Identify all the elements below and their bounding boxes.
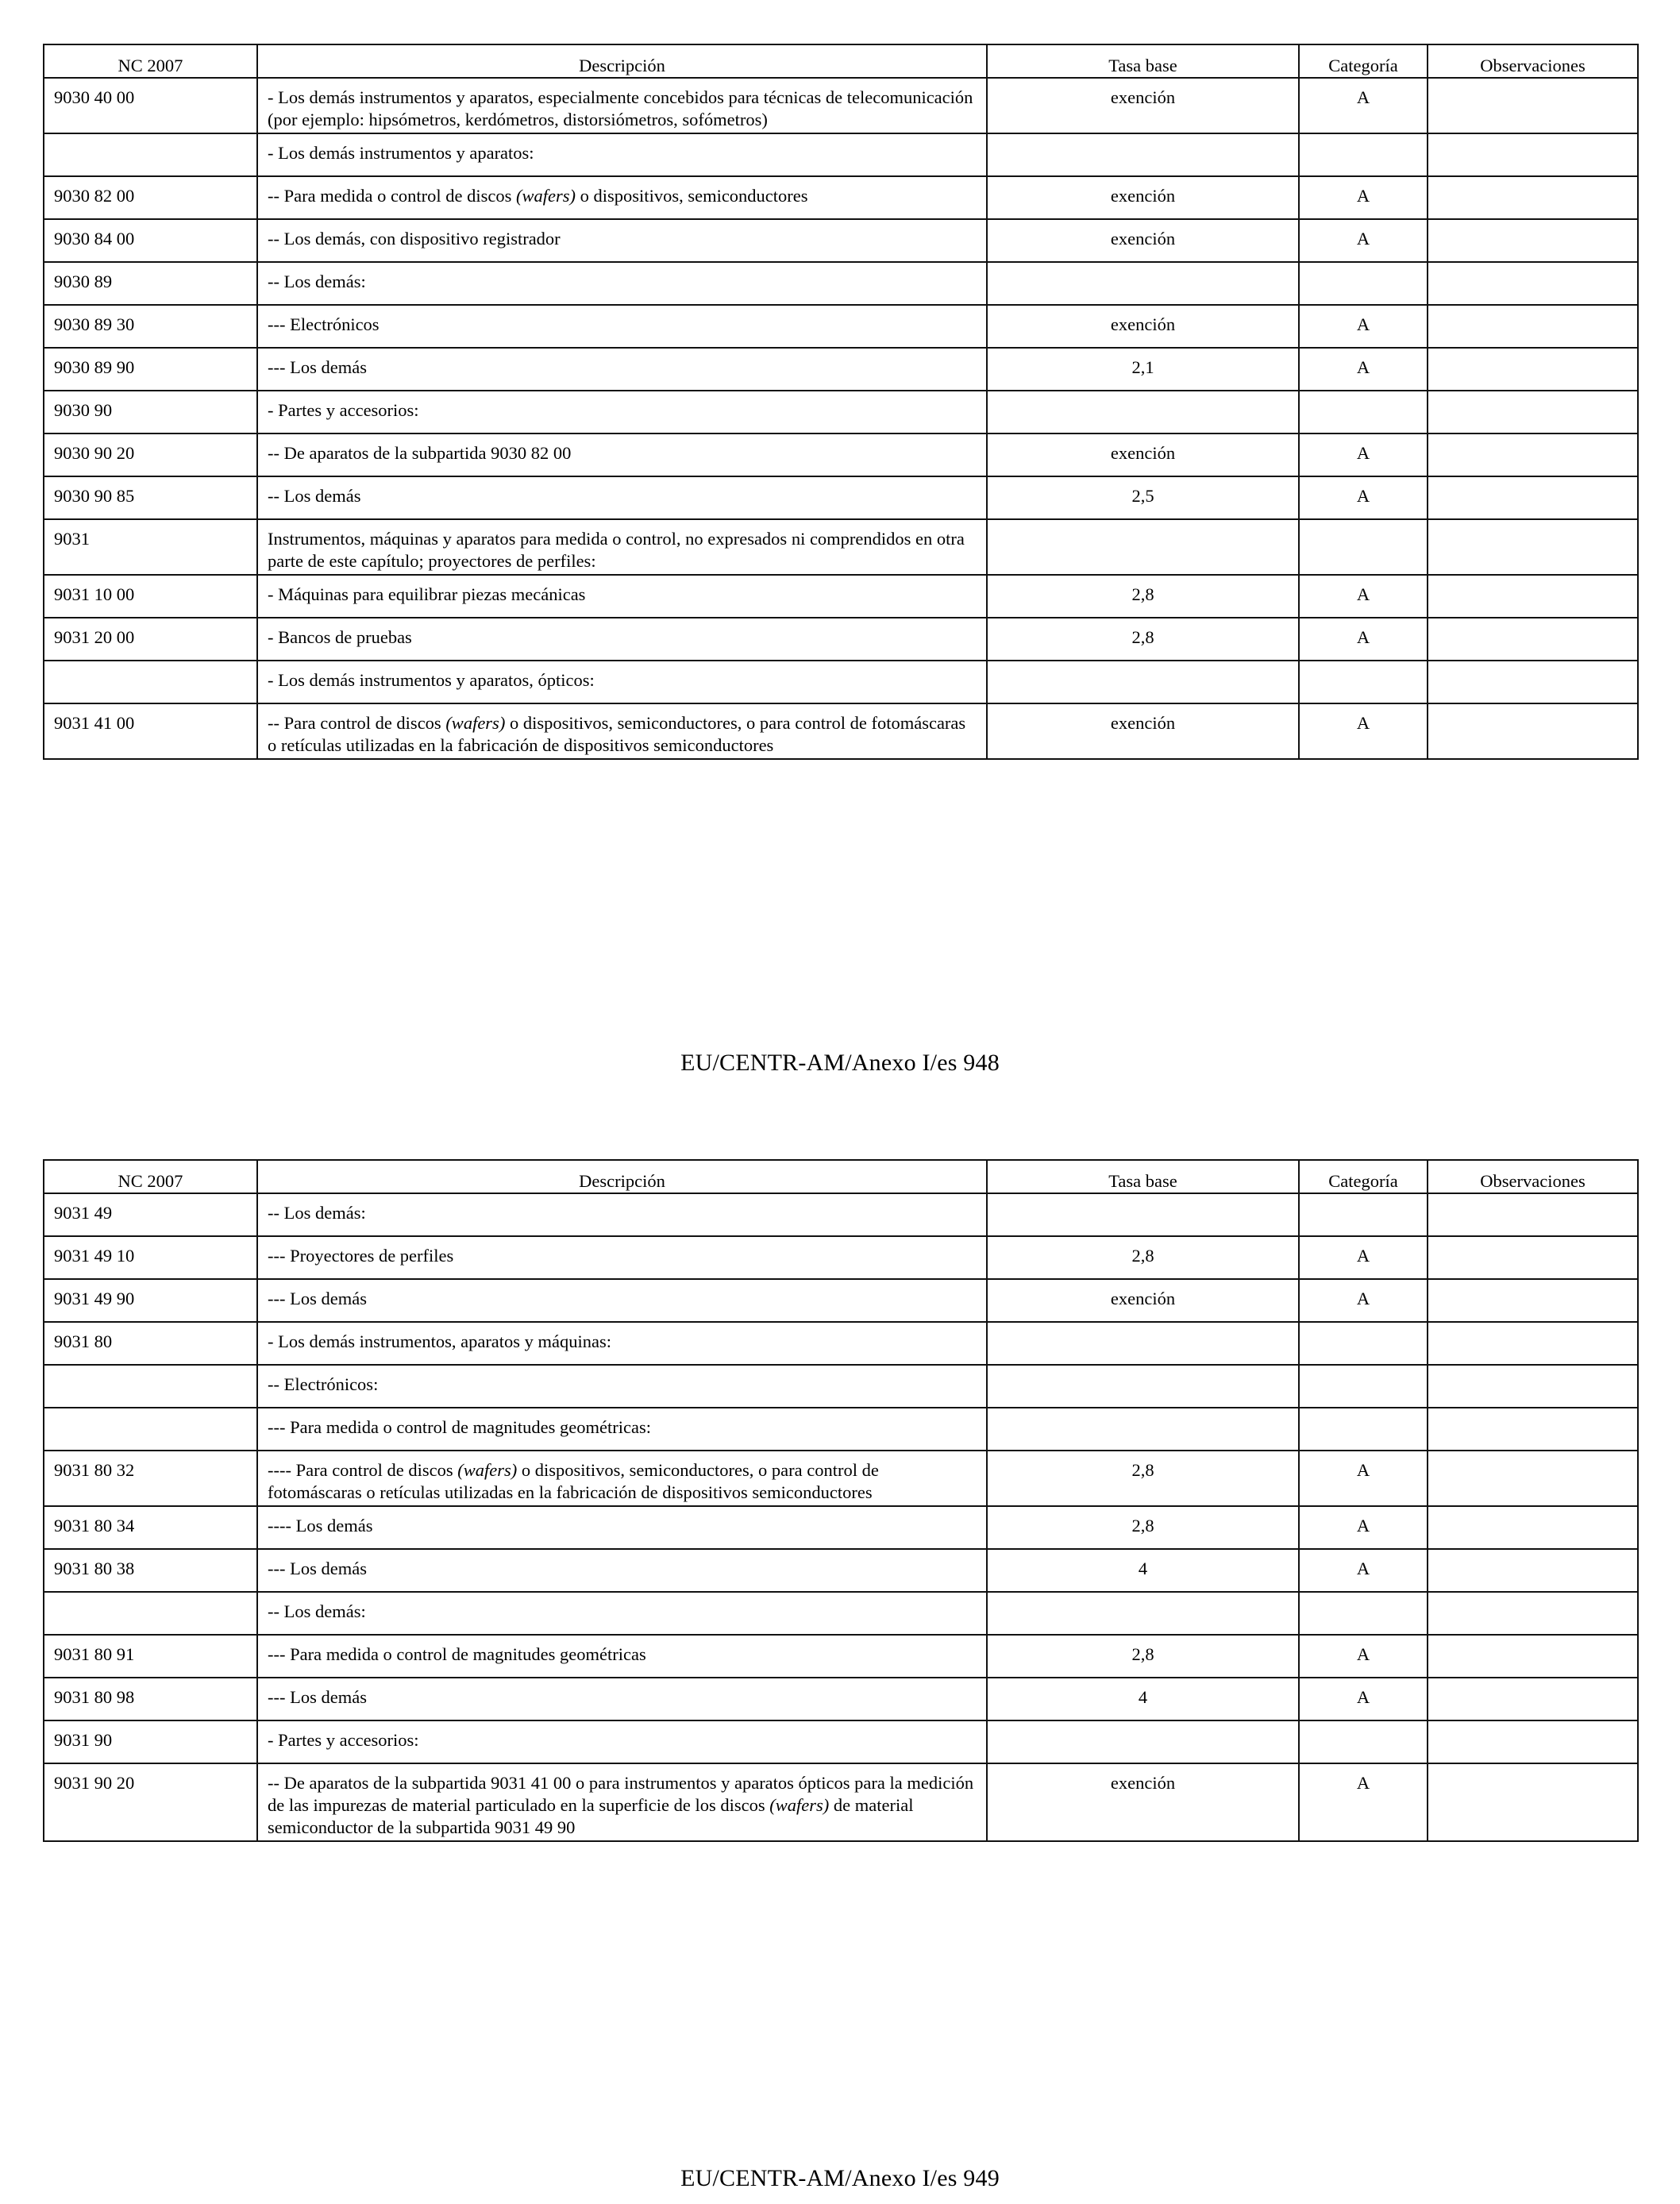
table-row [44, 476, 1638, 519]
cell-nc-code: 9031 [44, 519, 257, 575]
cell-categoria [1299, 133, 1428, 176]
cell-tasa-base: 2,8 [987, 1635, 1299, 1678]
table-row [44, 575, 1638, 618]
header-categoria: Categoría [1299, 1160, 1428, 1193]
cell-nc-code: 9030 84 00 [44, 219, 257, 262]
header-categoria: Categoría [1299, 44, 1428, 78]
cell-tasa-base: exención [987, 305, 1299, 348]
cell-observaciones [1428, 1451, 1638, 1506]
tariff-table-page-948 [43, 44, 1637, 760]
table-row [44, 176, 1638, 219]
cell-observaciones [1428, 618, 1638, 661]
cell-tasa-base [987, 1365, 1299, 1408]
cell-description: --- Para medida o control de magnitudes geométricas [257, 1635, 987, 1678]
cell-categoria [1299, 661, 1428, 703]
cell-observaciones [1428, 661, 1638, 703]
table-body [44, 78, 1638, 759]
header-nc-2007: NC 2007 [44, 44, 257, 78]
cell-description: -- Para medida o control de discos (wafers) o dispositivos, semiconductores [257, 176, 987, 219]
cell-observaciones [1428, 305, 1638, 348]
cell-description: - Máquinas para equilibrar piezas mecánicas [257, 575, 987, 618]
cell-categoria: A [1299, 1763, 1428, 1841]
page-footer: EU/CENTR-AM/Anexo I/es 949 [680, 2165, 1000, 2191]
cell-categoria: A [1299, 348, 1428, 391]
cell-observaciones [1428, 1193, 1638, 1236]
cell-nc-code: 9030 90 20 [44, 433, 257, 476]
cell-nc-code: 9030 90 [44, 391, 257, 433]
cell-tasa-base: exención [987, 176, 1299, 219]
cell-description: -- De aparatos de la subpartida 9030 82 00 [257, 433, 987, 476]
cell-tasa-base: 2,8 [987, 618, 1299, 661]
cell-tasa-base: 4 [987, 1549, 1299, 1592]
cell-observaciones [1428, 262, 1638, 305]
cell-categoria [1299, 1720, 1428, 1763]
cell-nc-code: 9030 89 [44, 262, 257, 305]
cell-description: --- Los demás [257, 1279, 987, 1322]
cell-nc-code: 9030 40 00 [44, 78, 257, 133]
cell-tasa-base: exención [987, 219, 1299, 262]
cell-nc-code [44, 1408, 257, 1451]
table-row [44, 1635, 1638, 1678]
table-row [44, 1592, 1638, 1635]
cell-description: - Los demás instrumentos y aparatos, especialmente concebidos para técnicas de telecomunicación (por ejemplo: hipsómetros, kerdómetros, distorsiómetros, sofómetros) [257, 78, 987, 133]
cell-description: --- Electrónicos [257, 305, 987, 348]
cell-description: --- Los demás [257, 348, 987, 391]
table-row [44, 661, 1638, 703]
cell-observaciones [1428, 575, 1638, 618]
cell-tasa-base: 2,8 [987, 1506, 1299, 1549]
cell-nc-code: 9031 20 00 [44, 618, 257, 661]
cell-tasa-base: 2,8 [987, 1451, 1299, 1506]
table-row [44, 703, 1638, 759]
cell-categoria: A [1299, 1451, 1428, 1506]
cell-observaciones [1428, 1635, 1638, 1678]
table-row [44, 1322, 1638, 1365]
cell-description: -- Para control de discos (wafers) o dispositivos, semiconductores, o para control de fotomáscaras o retículas utilizadas en la fabricación de dispositivos semiconductores [257, 703, 987, 759]
cell-description: -- Los demás: [257, 1592, 987, 1635]
cell-description: - Los demás instrumentos y aparatos, ópticos: [257, 661, 987, 703]
cell-tasa-base [987, 133, 1299, 176]
cell-description: --- Los demás [257, 1678, 987, 1720]
cell-nc-code [44, 1592, 257, 1635]
tariff-table [43, 44, 1639, 760]
cell-nc-code: 9031 10 00 [44, 575, 257, 618]
table-row [44, 1506, 1638, 1549]
table-row [44, 1720, 1638, 1763]
cell-categoria: A [1299, 575, 1428, 618]
header-observaciones: Observaciones [1428, 1160, 1638, 1193]
cell-tasa-base [987, 661, 1299, 703]
cell-description: Instrumentos, máquinas y aparatos para medida o control, no expresados ni comprendidos en otra parte de este capítulo; proyectores de perfiles: [257, 519, 987, 575]
cell-description: - Partes y accesorios: [257, 391, 987, 433]
table-row [44, 305, 1638, 348]
table-row [44, 618, 1638, 661]
header-observaciones: Observaciones [1428, 44, 1638, 78]
cell-description: - Los demás instrumentos y aparatos: [257, 133, 987, 176]
cell-categoria [1299, 262, 1428, 305]
cell-observaciones [1428, 703, 1638, 759]
cell-description: --- Los demás [257, 1549, 987, 1592]
cell-nc-code: 9031 80 91 [44, 1635, 257, 1678]
cell-categoria [1299, 1592, 1428, 1635]
cell-description: -- Electrónicos: [257, 1365, 987, 1408]
cell-observaciones [1428, 1592, 1638, 1635]
cell-nc-code: 9031 49 90 [44, 1279, 257, 1322]
cell-categoria: A [1299, 618, 1428, 661]
cell-tasa-base: exención [987, 433, 1299, 476]
cell-tasa-base [987, 1322, 1299, 1365]
tariff-table-page-949 [43, 1159, 1637, 1842]
cell-nc-code [44, 133, 257, 176]
cell-description: ---- Para control de discos (wafers) o dispositivos, semiconductores, o para control de fotomáscaras o retículas utilizadas en la fabricación de dispositivos semiconductores [257, 1451, 987, 1506]
cell-nc-code: 9031 80 38 [44, 1549, 257, 1592]
cell-categoria: A [1299, 1506, 1428, 1549]
cell-nc-code: 9031 49 [44, 1193, 257, 1236]
table-row [44, 433, 1638, 476]
cell-tasa-base [987, 391, 1299, 433]
table-row [44, 1451, 1638, 1506]
cell-description: ---- Los demás [257, 1506, 987, 1549]
table-row [44, 1279, 1638, 1322]
cell-categoria: A [1299, 433, 1428, 476]
cell-description: -- Los demás: [257, 262, 987, 305]
cell-nc-code: 9031 80 [44, 1322, 257, 1365]
cell-categoria [1299, 1365, 1428, 1408]
cell-tasa-base [987, 1720, 1299, 1763]
cell-categoria [1299, 1408, 1428, 1451]
cell-observaciones [1428, 1678, 1638, 1720]
cell-observaciones [1428, 78, 1638, 133]
cell-nc-code: 9030 90 85 [44, 476, 257, 519]
cell-tasa-base [987, 262, 1299, 305]
header-descripcion: Descripción [257, 1160, 987, 1193]
table-row [44, 1365, 1638, 1408]
cell-description: -- De aparatos de la subpartida 9031 41 00 o para instrumentos y aparatos ópticos para la medición de las impurezas de material particulado en la superficie de los discos (wafers) de material semiconductor de la subpartida 9031 49 90 [257, 1763, 987, 1841]
cell-nc-code: 9030 89 30 [44, 305, 257, 348]
cell-description: --- Proyectores de perfiles [257, 1236, 987, 1279]
cell-observaciones [1428, 348, 1638, 391]
table-header-row [44, 44, 1638, 78]
table-row [44, 1408, 1638, 1451]
cell-description: --- Para medida o control de magnitudes geométricas: [257, 1408, 987, 1451]
cell-nc-code [44, 1365, 257, 1408]
cell-tasa-base: 2,5 [987, 476, 1299, 519]
cell-nc-code: 9031 80 32 [44, 1451, 257, 1506]
cell-observaciones [1428, 1506, 1638, 1549]
cell-categoria: A [1299, 1236, 1428, 1279]
cell-tasa-base: 2,1 [987, 348, 1299, 391]
table-row [44, 1236, 1638, 1279]
table-header-row [44, 1160, 1638, 1193]
table-row [44, 519, 1638, 575]
header-tasa-base: Tasa base [987, 1160, 1299, 1193]
cell-observaciones [1428, 176, 1638, 219]
cell-nc-code [44, 661, 257, 703]
cell-observaciones [1428, 1763, 1638, 1841]
cell-description: - Partes y accesorios: [257, 1720, 987, 1763]
cell-categoria: A [1299, 1279, 1428, 1322]
cell-observaciones [1428, 133, 1638, 176]
cell-nc-code: 9030 89 90 [44, 348, 257, 391]
cell-categoria: A [1299, 219, 1428, 262]
cell-tasa-base: 4 [987, 1678, 1299, 1720]
cell-categoria [1299, 1193, 1428, 1236]
cell-nc-code: 9030 82 00 [44, 176, 257, 219]
cell-description: -- Los demás [257, 476, 987, 519]
table-row [44, 133, 1638, 176]
cell-categoria: A [1299, 1678, 1428, 1720]
cell-categoria: A [1299, 305, 1428, 348]
cell-nc-code: 9031 49 10 [44, 1236, 257, 1279]
cell-categoria: A [1299, 176, 1428, 219]
table-row [44, 1549, 1638, 1592]
cell-observaciones [1428, 1365, 1638, 1408]
cell-observaciones [1428, 1322, 1638, 1365]
header-nc-2007: NC 2007 [44, 1160, 257, 1193]
cell-tasa-base [987, 519, 1299, 575]
cell-observaciones [1428, 219, 1638, 262]
cell-tasa-base: 2,8 [987, 575, 1299, 618]
table-body [44, 1193, 1638, 1841]
cell-categoria [1299, 391, 1428, 433]
cell-tasa-base: exención [987, 1279, 1299, 1322]
cell-observaciones [1428, 1236, 1638, 1279]
cell-tasa-base: exención [987, 703, 1299, 759]
cell-observaciones [1428, 433, 1638, 476]
cell-description: - Los demás instrumentos, aparatos y máquinas: [257, 1322, 987, 1365]
table-row [44, 348, 1638, 391]
cell-categoria: A [1299, 1635, 1428, 1678]
cell-observaciones [1428, 391, 1638, 433]
cell-nc-code: 9031 80 34 [44, 1506, 257, 1549]
header-tasa-base: Tasa base [987, 44, 1299, 78]
cell-categoria [1299, 1322, 1428, 1365]
cell-tasa-base [987, 1193, 1299, 1236]
table-row [44, 1763, 1638, 1841]
cell-tasa-base: 2,8 [987, 1236, 1299, 1279]
cell-description: -- Los demás: [257, 1193, 987, 1236]
cell-categoria: A [1299, 476, 1428, 519]
table-row [44, 219, 1638, 262]
cell-categoria: A [1299, 78, 1428, 133]
cell-nc-code: 9031 80 98 [44, 1678, 257, 1720]
cell-nc-code: 9031 90 20 [44, 1763, 257, 1841]
cell-description: - Bancos de pruebas [257, 618, 987, 661]
table-row [44, 262, 1638, 305]
table-row [44, 391, 1638, 433]
cell-nc-code: 9031 41 00 [44, 703, 257, 759]
cell-observaciones [1428, 476, 1638, 519]
header-descripcion: Descripción [257, 44, 987, 78]
table-row [44, 1193, 1638, 1236]
cell-categoria [1299, 519, 1428, 575]
cell-nc-code: 9031 90 [44, 1720, 257, 1763]
cell-tasa-base [987, 1408, 1299, 1451]
page-footer: EU/CENTR-AM/Anexo I/es 948 [680, 1050, 1000, 1076]
cell-observaciones [1428, 1408, 1638, 1451]
cell-description: -- Los demás, con dispositivo registrador [257, 219, 987, 262]
cell-observaciones [1428, 1279, 1638, 1322]
cell-categoria: A [1299, 1549, 1428, 1592]
cell-categoria: A [1299, 703, 1428, 759]
cell-observaciones [1428, 519, 1638, 575]
cell-tasa-base: exención [987, 78, 1299, 133]
cell-observaciones [1428, 1720, 1638, 1763]
table-row [44, 78, 1638, 133]
cell-observaciones [1428, 1549, 1638, 1592]
tariff-table [43, 1159, 1639, 1842]
cell-tasa-base [987, 1592, 1299, 1635]
table-row [44, 1678, 1638, 1720]
cell-tasa-base: exención [987, 1763, 1299, 1841]
